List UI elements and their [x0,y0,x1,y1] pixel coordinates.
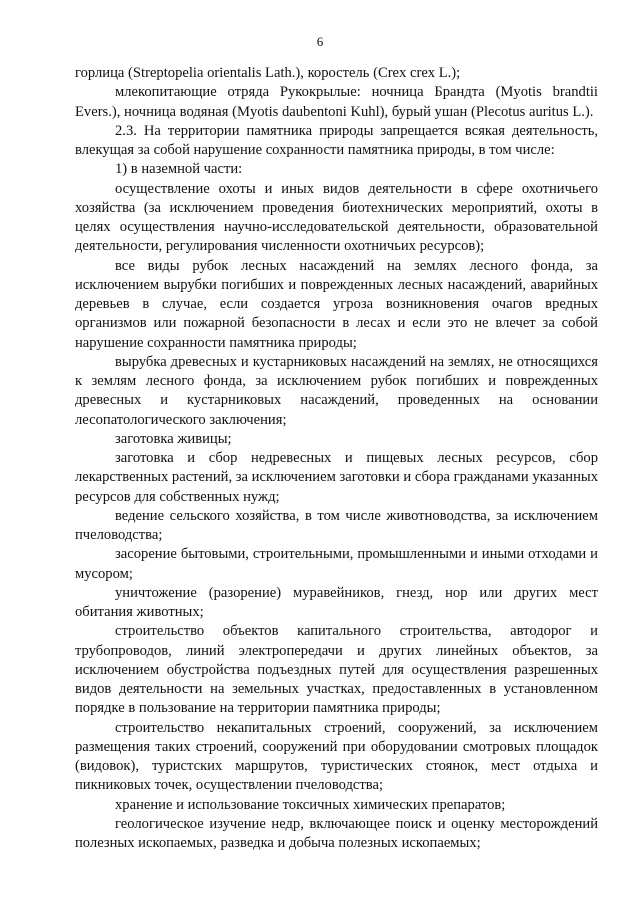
paragraph: ведение сельского хозяйства, в том числе животноводства, за исключением пчеловодства; [75,507,598,543]
paragraph: засорение бытовыми, строительными, промышленными и иными отходами и мусором; [75,546,598,582]
document-body [75,64,598,853]
paragraph: горлица (Streptopelia orientalis Lath.), коростель (Crex crex L.); [75,65,461,81]
page-number: 6 [316,34,324,49]
paragraph: осуществление охоты и иных видов деятельности в сфере охотничьего хозяйства (за исключением проведения биотехнических мероприятий, охоты в целях осуществления научно-исследовательской деятельности, образовательной деятельности, регулирования численности охотничьих ресурсов); [75,180,598,255]
paragraph: геологическое изучение недр, включающее поиск и оценку месторождений полезных ископаемых, разведка и добыча полезных ископаемых; [75,815,598,851]
paragraph: строительство объектов капитального строительства, автодорог и трубопроводов, линий электропередачи и других линейных объектов, за исключением обустройства подъездных путей для осуществления разрешенных видов деятельности на земельных участках, предоставленных в установленном порядке в пользование на территории памятника природы; [75,623,598,717]
paragraph: хранение и использование токсичных химических препаратов; [115,796,506,813]
paragraph: 1) в наземной части: [115,161,243,178]
paragraph: заготовка живицы; [115,430,232,447]
paragraph: уничтожение (разорение) муравейников, гнезд, нор или других мест обитания животных; [75,584,598,620]
paragraph: заготовка и сбор недревесных и пищевых лесных ресурсов, сбор лекарственных растений, за исключением заготовки и сбора гражданами указанных ресурсов для собственных нужд; [75,450,598,505]
paragraph: все виды рубок лесных насаждений на землях лесного фонда, за исключением вырубки погибших и поврежденных лесных насаждений, аварийных деревьев в случае, если создается угроза возникновения очагов вредных организмов или пожарной безопасности в лесах и если это не влечет за собой нарушение сохранности памятника природы; [75,257,598,351]
paragraph: вырубка древесных и кустарниковых насаждений на землях, не относящихся к землям лесного фонда, за исключением рубок погибших и поврежденных древесных и кустарниковых насаждений, проведенных на основании лесопатологического заключения; [75,353,598,428]
paragraph: 2.3. На территории памятника природы запрещается всякая деятельность, влекущая за собой нарушение сохранности памятника природы, в том числе: [75,122,598,158]
paragraph: млекопитающие отряда Рукокрылые: ночница Брандта (Myotis brandtii Evers.), ночница водяная (Myotis daubentoni Kuhl), бурый ушан (Plecotus auritus L.). [75,84,598,120]
paragraph: строительство некапитальных строений, сооружений, за исключением размещения таких строений, сооружений при оборудовании смотровых площадок (видовок), туристских маршрутов, туристических стоянок, мест отдыха и пикниковых точек, осуществлении пчеловодства; [75,719,598,794]
